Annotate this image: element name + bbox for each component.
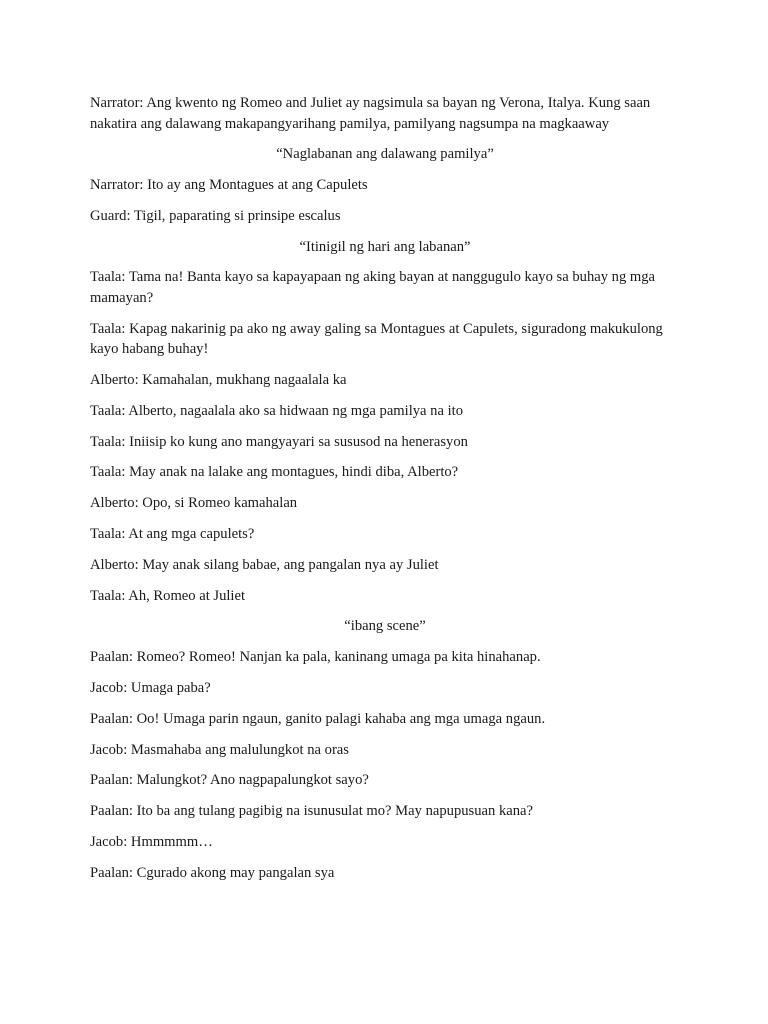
- paragraph-taala-line: Taala: Tama na! Banta kayo sa kapayapaan ng aking bayan at nanggugulo kayo sa buhay ng mga mamayan?: [90, 269, 656, 306]
- paragraph-alberto-line: Alberto: May anak silang babae, ang pangalan nya ay Juliet: [90, 556, 439, 573]
- paragraph-jacob-line: Jacob: Umaga paba?: [90, 680, 211, 697]
- paragraph-narrator-line: Narrator: Ito ay ang Montagues at ang Capulets: [90, 177, 368, 194]
- paragraph-taala-line: Taala: Ah, Romeo at Juliet: [90, 587, 246, 604]
- paragraph-taala-line: Taala: May anak na lalake ang montagues, hindi diba, Alberto?: [90, 464, 459, 481]
- paragraph-alberto-line: Alberto: Opo, si Romeo kamahalan: [90, 495, 298, 512]
- paragraph-taala-line: Taala: Iniisip ko kung ano mangyayari sa sususod na henerasyon: [90, 433, 468, 450]
- paragraph-taala-line: Taala: Alberto, nagaalala ako sa hidwaan ng mga pamilya na ito: [90, 402, 464, 419]
- stage-direction: “Itinigil ng hari ang labanan”: [299, 238, 471, 255]
- paragraph-paalan-line: Paalan: Cgurado akong may pangalan sya: [90, 864, 335, 881]
- paragraph-narrator-intro: Narrator: Ang kwento ng Romeo and Juliet ay nagsimula sa bayan ng Verona, Italya. Kung saan nakatira ang dalawang makapangyarihang pamilya, pamilyang nagsumpa na magkaaway: [90, 95, 651, 132]
- paragraph-jacob-line: Jacob: Masmahaba ang malulungkot na oras: [90, 741, 349, 758]
- script-body: [90, 93, 680, 894]
- paragraph-paalan-line: Paalan: Romeo? Romeo! Nanjan ka pala, kaninang umaga pa kita hinahanap.: [90, 649, 541, 666]
- paragraph-paalan-line: Paalan: Oo! Umaga parin ngaun, ganito palagi kahaba ang mga umaga ngaun.: [90, 710, 546, 727]
- paragraph-taala-line: Taala: Kapag nakarinig pa ako ng away galing sa Montagues at Capulets, siguradong makukulong kayo habang buhay!: [90, 320, 663, 358]
- paragraph-alberto-line: Alberto: Kamahalan, mukhang nagaalala ka: [90, 372, 347, 389]
- paragraph-jacob-line: Jacob: Hmmmmm…: [90, 834, 213, 851]
- paragraph-taala-line: Taala: At ang mga capulets?: [90, 526, 255, 543]
- paragraph-paalan-line: Paalan: Malungkot? Ano nagpapalungkot sayo?: [90, 772, 369, 789]
- stage-direction: “ibang scene”: [344, 618, 426, 635]
- paragraph-guard-line: Guard: Tigil, paparating si prinsipe escalus: [90, 207, 341, 224]
- stage-direction: “Naglabanan ang dalawang pamilya”: [276, 146, 494, 163]
- paragraph-paalan-line: Paalan: Ito ba ang tulang pagibig na isunusulat mo? May napupusuan kana?: [90, 803, 533, 820]
